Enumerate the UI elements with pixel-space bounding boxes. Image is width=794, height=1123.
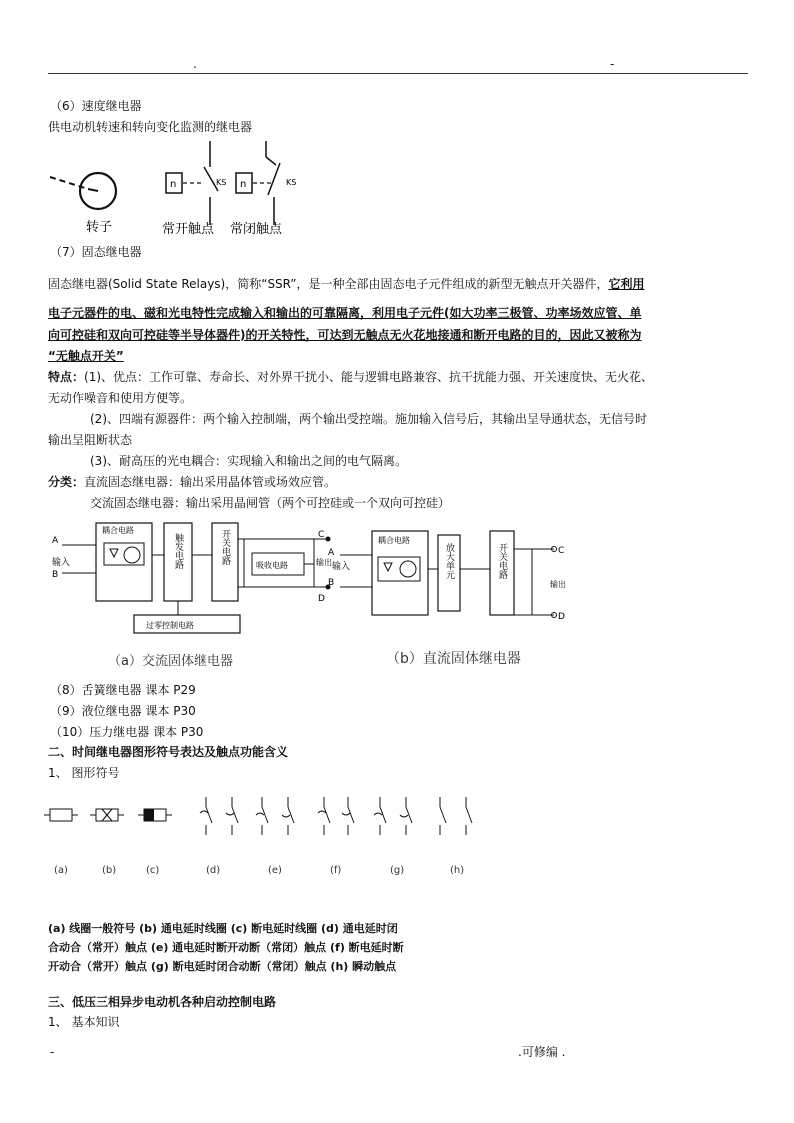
section3-title: 三、低压三相异步电动机各种启动控制电路 <box>48 995 277 1009</box>
off-delay-coil-icon <box>138 809 172 821</box>
header-right-mark: - <box>610 57 615 71</box>
ssr-para-line-1: 固态继电器(Solid State Relays)，简称“SSR”，是一种全部由固态电子元件组成的新型无触点开关器件，它利用 <box>48 277 645 291</box>
footer-right-text: .可修编 . <box>518 1045 566 1059</box>
svg-text:A: A <box>328 548 335 558</box>
class-line-dc: 分类：直流固态继电器：输出采用晶体管或场效应管。 <box>48 475 337 489</box>
svg-text:KS: KS <box>216 178 227 187</box>
label-g: (g) <box>390 865 405 876</box>
svg-text:放大单元: 放大单元 <box>444 543 454 579</box>
svg-text:触发电路: 触发电路 <box>173 533 183 569</box>
speed-relay-desc: 供电动机转速和转向变化监测的继电器 <box>48 120 253 134</box>
label-f: (f) <box>330 865 342 876</box>
label-a: (a) <box>54 865 68 876</box>
ac-ssr-caption: （a）交流固体继电器 <box>108 654 233 669</box>
section3-subtitle: 1、 基本知识 <box>48 1015 120 1029</box>
svg-text:输入: 输入 <box>52 558 71 568</box>
svg-text:耦合电路: 耦合电路 <box>378 536 410 545</box>
symbol-desc-line-3: 开动合（常开）触点 (g) 断电延时闭合动断（常闭）触点 (h) 瞬动触点 <box>48 960 397 973</box>
rotor-label: 转子 <box>86 220 113 235</box>
ssr-para-line-4: “无触点开关” <box>48 349 124 363</box>
symbol-desc-line-2: 合动合（常开）触点 (e) 通电延时断开动断（常闭）触点 (f) 断电延时断 <box>48 941 404 954</box>
other-relay-8: （8）舌簧继电器 课本 P29 <box>50 683 196 697</box>
ssr-para-line-2: 电子元器件的电、磁和光电特性完成输入和输出的可靠隔离，利用电子元件(如大功率三极管、功率场效应管、单 <box>48 306 642 320</box>
speed-relay-diagram <box>40 135 320 245</box>
on-delay-coil-icon <box>90 809 124 821</box>
svg-text:n: n <box>170 179 177 190</box>
label-c: (c) <box>146 865 160 876</box>
symbol-desc-line-1: (a) 线圈一般符号 (b) 通电延时线圈 (c) 断电延时线圈 (d) 通电延时闭 <box>48 922 398 935</box>
coil-symbol-icon <box>44 809 78 821</box>
features-line-3: (2)、四端有源器件：两个输入控制端，两个输出受控端。施加输入信号后，其输出呈导通状态，无信号时 <box>90 412 648 426</box>
features-line-2: 无动作噪音和使用方便等。 <box>48 391 193 405</box>
section2-subtitle: 1、 图形符号 <box>48 766 120 780</box>
normally-closed-contact-icon <box>236 141 296 225</box>
dc-ssr-diagram <box>328 525 588 675</box>
speed-relay-title: （6）速度继电器 <box>50 99 142 113</box>
svg-text:耦合电路: 耦合电路 <box>102 526 134 535</box>
svg-text:C: C <box>558 546 565 556</box>
rotor-icon <box>50 173 116 209</box>
svg-text:B: B <box>328 578 335 588</box>
dc-ssr-caption: （b）直流固体继电器 <box>386 651 521 667</box>
svg-text:输出: 输出 <box>316 558 332 567</box>
ssr-para-line-3: 向可控硅和双向可控硅等半导体器件)的开关特性，可达到无触点无火花地接通和断开电路的目的，因此又被称为 <box>48 328 642 342</box>
svg-text:B: B <box>52 570 59 580</box>
other-relay-10: （10）压力继电器 课本 P30 <box>50 725 204 739</box>
features-line-1: 特点：(1)、优点：工作可靠、寿命长、对外界干扰小、能与逻辑电路兼容、抗干扰能力强、开关速度快、无火花、 <box>48 370 654 384</box>
on-delay-no-contact-icon <box>200 797 238 835</box>
section2-title: 二、时间继电器图形符号表达及触点功能含义 <box>48 745 289 759</box>
svg-text:D: D <box>558 612 565 622</box>
label-d: (d) <box>206 865 221 876</box>
svg-text:D: D <box>318 594 325 604</box>
header-divider <box>48 73 748 74</box>
svg-text:KS: KS <box>286 178 297 187</box>
label-e: (e) <box>268 865 282 876</box>
class-line-ac: 交流固态继电器：输出采用晶闸管（两个可控硅或一个双向可控硅） <box>90 496 451 510</box>
no-contact-label: 常开触点 <box>162 222 215 237</box>
features-line-4: 输出呈阻断状态 <box>48 433 133 447</box>
features-line-5: (3)、耐高压的光电耦合：实现输入和输出之间的电气隔离。 <box>90 454 408 468</box>
off-delay-no-contact-icon <box>318 797 354 835</box>
ssr-title: （7）固态继电器 <box>50 245 142 259</box>
svg-text:输出: 输出 <box>550 580 566 589</box>
off-delay-nc-contact-icon <box>374 797 412 835</box>
time-relay-symbols <box>40 795 490 885</box>
svg-text:A: A <box>52 536 59 546</box>
instant-contact-icon <box>440 797 472 835</box>
nc-contact-label: 常闭触点 <box>230 222 283 237</box>
footer-left-mark: - <box>50 1045 55 1059</box>
label-b: (b) <box>102 865 117 876</box>
svg-text:过零控制电路: 过零控制电路 <box>146 621 194 630</box>
svg-text:吸收电路: 吸收电路 <box>256 561 288 570</box>
svg-text:输入: 输入 <box>332 562 351 572</box>
svg-text:开关电路: 开关电路 <box>497 543 507 579</box>
header-left-mark: . <box>193 57 197 71</box>
svg-text:n: n <box>240 179 247 190</box>
label-h: (h) <box>450 865 465 876</box>
other-relay-9: （9）液位继电器 课本 P30 <box>50 704 196 718</box>
on-delay-nc-contact-icon <box>256 797 294 835</box>
svg-text:开关电路: 开关电路 <box>220 529 230 565</box>
ac-ssr-diagram <box>48 515 351 675</box>
svg-text:C: C <box>318 530 325 540</box>
normally-open-contact-icon <box>166 141 226 225</box>
